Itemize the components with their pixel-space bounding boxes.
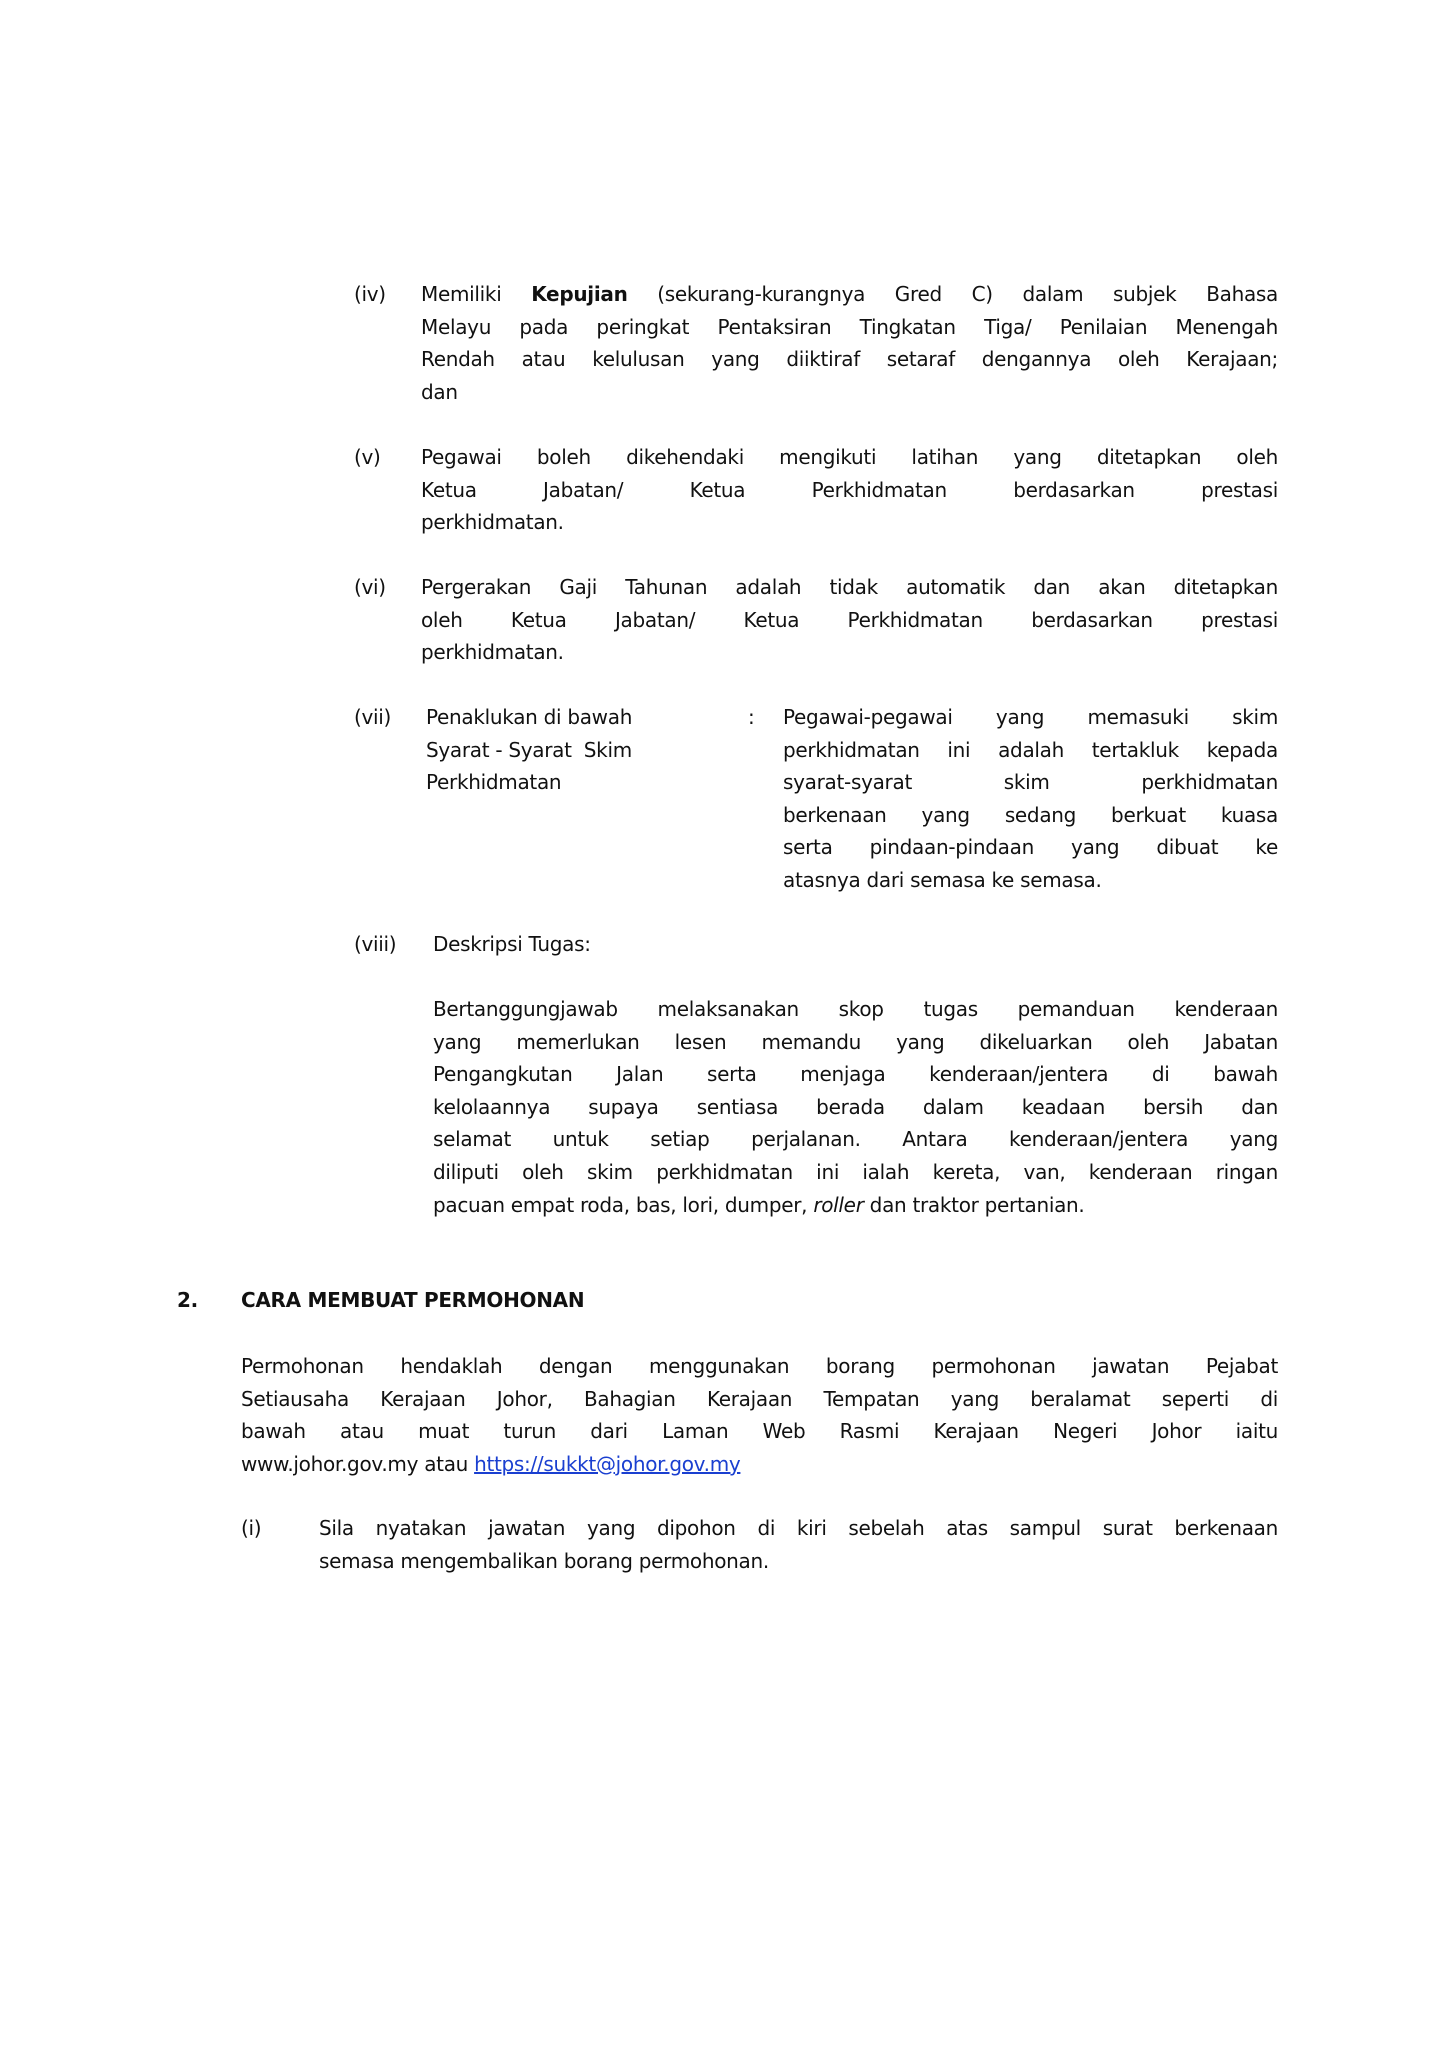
item-vii-line: serta pindaan-pindaan yang dibuat ke [783, 835, 1278, 860]
item-label-viii: (viii) [354, 932, 397, 956]
section-number: 2. [177, 1288, 198, 1312]
item-v-line: perkhidmatan. [421, 510, 564, 535]
text: (sekurang-kurangnya Gred C) dalam subjek Bahasa [627, 282, 1278, 306]
item-label-v: (v) [354, 445, 381, 469]
item-viii-line: kelolaannya supaya sentiasa berada dalam keadaan bersih dan [433, 1094, 1278, 1119]
italic-term: roller [813, 1192, 864, 1217]
item-iv-line: Melayu pada peringkat Pentaksiran Tingkatan Tiga/ Penilaian Menengah [421, 314, 1278, 339]
item-iv-line: dan [421, 379, 458, 404]
item-vii-line: berkenaan yang sedang berkuat kuasa [783, 802, 1278, 827]
section2-paragraph [241, 1350, 1278, 1480]
paragraph-line [241, 1448, 1278, 1481]
text: pacuan empat roda, bas, lori, dumper, [433, 1192, 814, 1217]
colon: : [748, 705, 755, 729]
item-vii-line: Pegawai-pegawai yang memasuki skim [783, 705, 1278, 729]
item-vii-line: atasnya dari semasa ke semasa. [783, 867, 1102, 892]
sukkt-link[interactable]: https://sukkt@johor.gov.my [474, 1451, 741, 1476]
item-vii-line: syarat-syarat skim perkhidmatan [783, 770, 1278, 795]
paragraph-line: bawah atau muat turun dari Laman Web Rasmi Kerajaan Negeri Johor iaitu [241, 1419, 1278, 1444]
item-viii-line: yang memerlukan lesen memandu yang dikeluarkan oleh Jabatan [433, 1029, 1278, 1054]
item-v-line: Pegawai boleh dikehendaki mengikuti latihan yang ditetapkan oleh [421, 445, 1278, 469]
sub-item-line: semasa mengembalikan borang permohonan. [319, 1548, 769, 1573]
text: Memiliki [421, 282, 532, 306]
item-iv [421, 278, 1278, 408]
item-label-vii: (vii) [354, 705, 392, 729]
item-vi-line: perkhidmatan. [421, 640, 564, 665]
title-line: Penaklukan di bawah [426, 705, 633, 729]
section-heading: CARA MEMBUAT PERMOHONAN [241, 1288, 585, 1312]
item-vi [421, 571, 1278, 669]
item-viii-body [433, 993, 1278, 1221]
sub-item-label-i: (i) [241, 1516, 262, 1540]
item-viii-line: Bertanggungjawab melaksanakan skop tugas pemanduan kenderaan [433, 997, 1278, 1021]
item-vi-line: Pergerakan Gaji Tahunan adalah tidak automatik dan akan ditetapkan [421, 575, 1278, 599]
item-viii-line: diliputi oleh skim perkhidmatan ini ialah kereta, van, kenderaan ringan [433, 1159, 1278, 1184]
item-viii-line: Pengangkutan Jalan serta menjaga kenderaan/jentera di bawah [433, 1062, 1278, 1087]
item-vii-title [426, 701, 726, 799]
paragraph-line: Setiausaha Kerajaan Johor, Bahagian Kerajaan Tempatan yang beralamat seperti di [241, 1386, 1278, 1411]
text: dan traktor pertanian. [863, 1192, 1085, 1217]
title-line: Perkhidmatan [426, 770, 562, 795]
item-iv-line: Rendah atau kelulusan yang diiktiraf setaraf dengannya oleh Kerajaan; [421, 347, 1278, 372]
item-iv-line [421, 278, 1278, 311]
item-v-line: Ketua Jabatan/ Ketua Perkhidmatan berdasarkan prestasi [421, 477, 1278, 502]
sub-item-i [319, 1512, 1278, 1577]
sub-item-line: Sila nyatakan jawatan yang dipohon di kiri sebelah atas sampul surat berkenaan [319, 1516, 1278, 1540]
item-vii-body [783, 701, 1278, 897]
item-label-vi: (vi) [354, 575, 386, 599]
item-viii-line [433, 1189, 1278, 1222]
item-viii-line: selamat untuk setiap perjalanan. Antara kenderaan/jentera yang [433, 1127, 1278, 1152]
bold-term: Kepujian [531, 282, 628, 306]
item-vi-line: oleh Ketua Jabatan/ Ketua Perkhidmatan berdasarkan prestasi [421, 607, 1278, 632]
title-line: Syarat - Syarat Skim [426, 737, 632, 762]
item-v [421, 441, 1278, 539]
item-label-iv: (iv) [354, 282, 386, 306]
item-viii-title: Deskripsi Tugas: [433, 932, 591, 956]
paragraph-line: Permohonan hendaklah dengan menggunakan borang permohonan jawatan Pejabat [241, 1354, 1278, 1378]
text: www.johor.gov.my atau [241, 1451, 475, 1476]
item-vii-line: perkhidmatan ini adalah tertakluk kepada [783, 737, 1278, 762]
